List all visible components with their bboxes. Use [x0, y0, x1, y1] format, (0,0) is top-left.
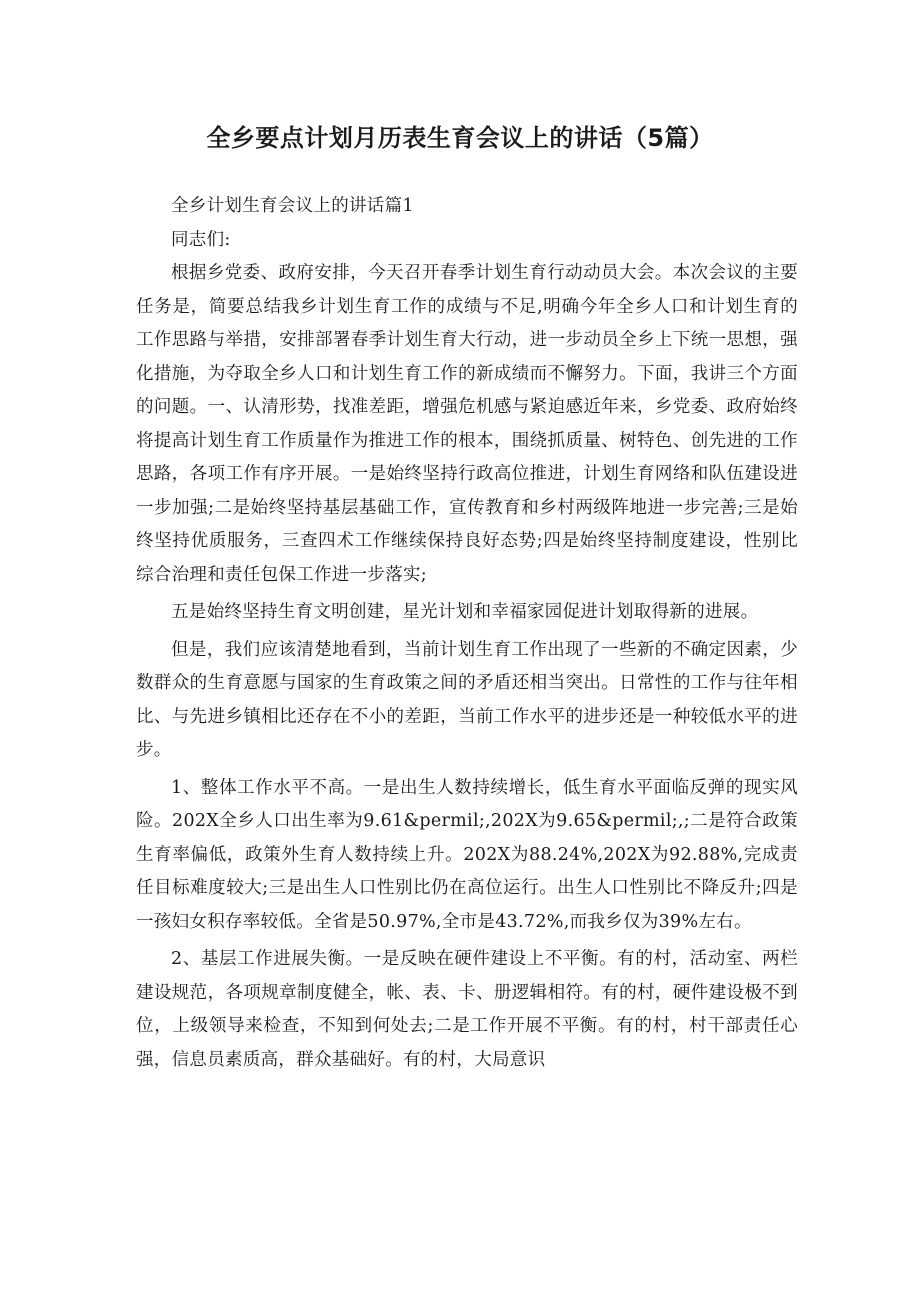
paragraph: 1、整体工作水平不高。一是出生人数持续增长，低生育水平面临反弹的现实风险。202X全乡人口出生率为9.61&permil;,202X为9.65&permil;,;二是符合政策生育率偏低，政策外生育人数持续上升。202X为88.24%,202X为92.88%,完成责任目标难度较大;三是出生人口性别比仍在高位运行。出生人口性别比不降反升;四是一孩妇女积存率较低。全省是50.97%,全市是43.72%,而我乡仅为39%左右。 [136, 777, 798, 932]
section-heading: 全乡计划生育会议上的讲话篇1 [171, 196, 414, 216]
document-title: 全乡要点计划月历表生育会议上的讲话（5篇） [206, 124, 714, 152]
paragraph: 2、基层工作进展失衡。一是反映在硬件建设上不平衡。有的村，活动室、两栏建设规范，各项规章制度健全，帐、表、卡、册逻辑相符。有的村，硬件建设极不到位，上级领导来检查，不知到何处去;二是工作开展不平衡。有的村，村干部责任心强，信息员素质高，群众基础好。有的村，大局意识 [136, 949, 798, 1070]
paragraph: 根据乡党委、政府安排，今天召开春季计划生育行动动员大会。本次会议的主要任务是，简要总结我乡计划生育工作的成绩与不足,明确今年全乡人口和计划生育的工作思路与举措，安排部署春季计划生育大行动，进一步动员全乡上下统一思想，强化措施，为夺取全乡人口和计划生育工作的新成绩而不懈努力。下面，我讲三个方面的问题。一、认清形势，找准差距，增强危机感与紧迫感近年来，乡党委、政府始终将提高计划生育工作质量作为推进工作的根本，围绕抓质量、树特色、创先进的工作思路，各项工作有序开展。一是始终坚持行政高位推进，计划生育网络和队伍建设进一步加强;二是始终坚持基层基础工作，宣传教育和乡村两级阵地进一步完善;三是始终坚持优质服务，三查四术工作继续保持良好态势;四是始终坚持制度建设，性别比综合治理和责任包保工作进一步落实; [136, 263, 798, 585]
paragraph: 五是始终坚持生育文明创建，星光计划和幸福家园促进计划取得新的进展。 [171, 602, 759, 622]
document-body [136, 190, 798, 1081]
paragraph: 但是，我们应该清楚地看到，当前计划生育工作出现了一些新的不确定因素，少数群众的生育意愿与国家的生育政策之间的矛盾还相当突出。日常性的工作与往年相比、与先进乡镇相比还存在不小的差距，当前工作水平的进步还是一种较低水平的进步。 [136, 639, 798, 760]
salutation: 同志们: [171, 229, 231, 250]
